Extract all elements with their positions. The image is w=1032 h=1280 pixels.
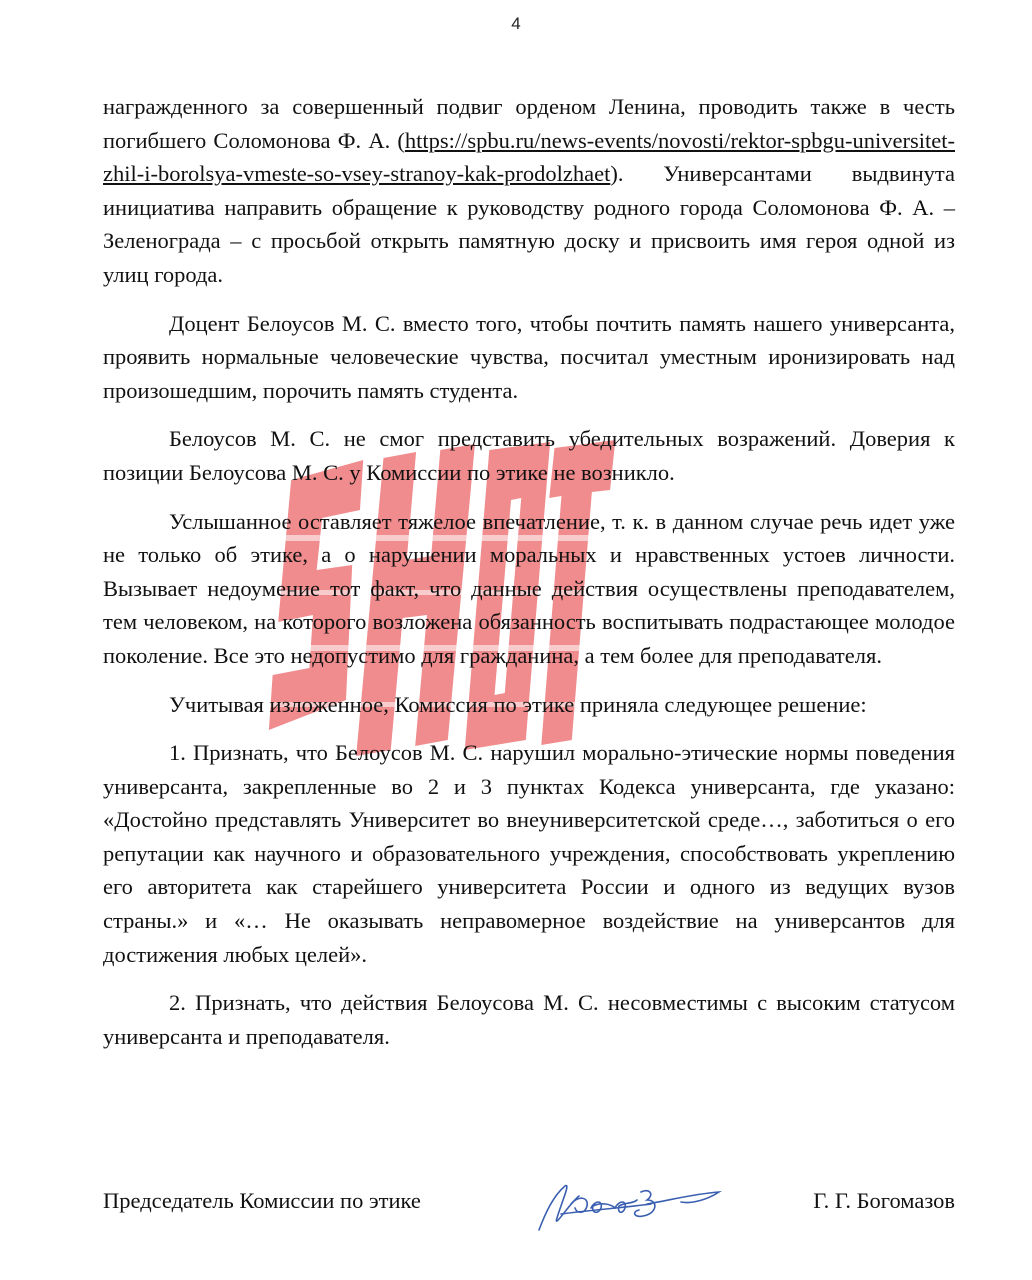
news-link[interactable]: https://spbu.ru/news-events/novosti/rektor-spbgu-universitet-zhil-i-borolsya-vmeste-so-vsey-stranoy-kak-prodolzhaet [103,127,955,187]
paragraph-5: Учитывая изложенное, Комиссия по этике приняла следующее решение: [169,691,867,717]
page-number: 4 [511,14,521,33]
chairman-title: Председатель Комиссии по этике [103,1188,421,1213]
paragraph-1: награжденного за совершенный подвиг орденом Ленина, проводить также в честь погибшего Соломонова Ф. А. (https://spbu.ru/news-events/novosti/rektor-spbgu-universitet-zhil-i-borolsya-vmeste-so-vsey-stranoy-kak-prodolzhaet). Универсантами выдвинута инициатива направить обращение к руководству родного города Соломонова Ф. А. – Зеленограда – с просьбой открыть памятную доску и присвоить имя героя одной из улиц города. [103,94,955,287]
paragraph-2: Доцент Белоусов М. С. вместо того, чтобы почтить память нашего универсанта, проявить нормальные человеческие чувства, посчитал уместным иронизировать над произошедшим, порочить память студента. [103,310,955,403]
handwritten-signature [531,1174,726,1234]
paragraph-4: Услышанное оставляет тяжелое впечатление, т. к. в данном случае речь идет уже не только об этике, а о нарушении моральных и нравственных устоев личности. Вызывает недоумение тот факт, что данные действия осуществлены преподавателем, тем человеком, на которого возложена обязанность воспитывать подрастающее молодое поколение. Все это недопустимо для гражданина, а тем более для преподавателя. [103,508,955,668]
document-body [103,90,955,1068]
chairman-name: Г. Г. Богомазов [813,1188,955,1213]
decision-item-2: 2. Признать, что действия Белоусова М. С. несовместимы с высоким статусом универсанта и преподавателя. [103,990,955,1049]
decision-item-1: 1. Признать, что Белоусов М. С. нарушил морально-этические нормы поведения универсанта, закрепленные во 2 и 3 пунктах Кодекса универсанта, где указано: «Достойно представлять Университет во внеуниверситетской среде…, заботиться о его репутации как научного и образовательного учреждения, способствовать укреплению его авторитета как старейшего университета России и одного из ведущих вузов страны.» и «… Не оказывать неправомерное воздействие на универсантов для достижения любых целей». [103,740,955,967]
paragraph-3: Белоусов М. С. не смог представить убедительных возражений. Доверия к позиции Белоусова М. С. у Комиссии по этике не возникло. [103,426,955,485]
signature-block [103,1184,955,1244]
